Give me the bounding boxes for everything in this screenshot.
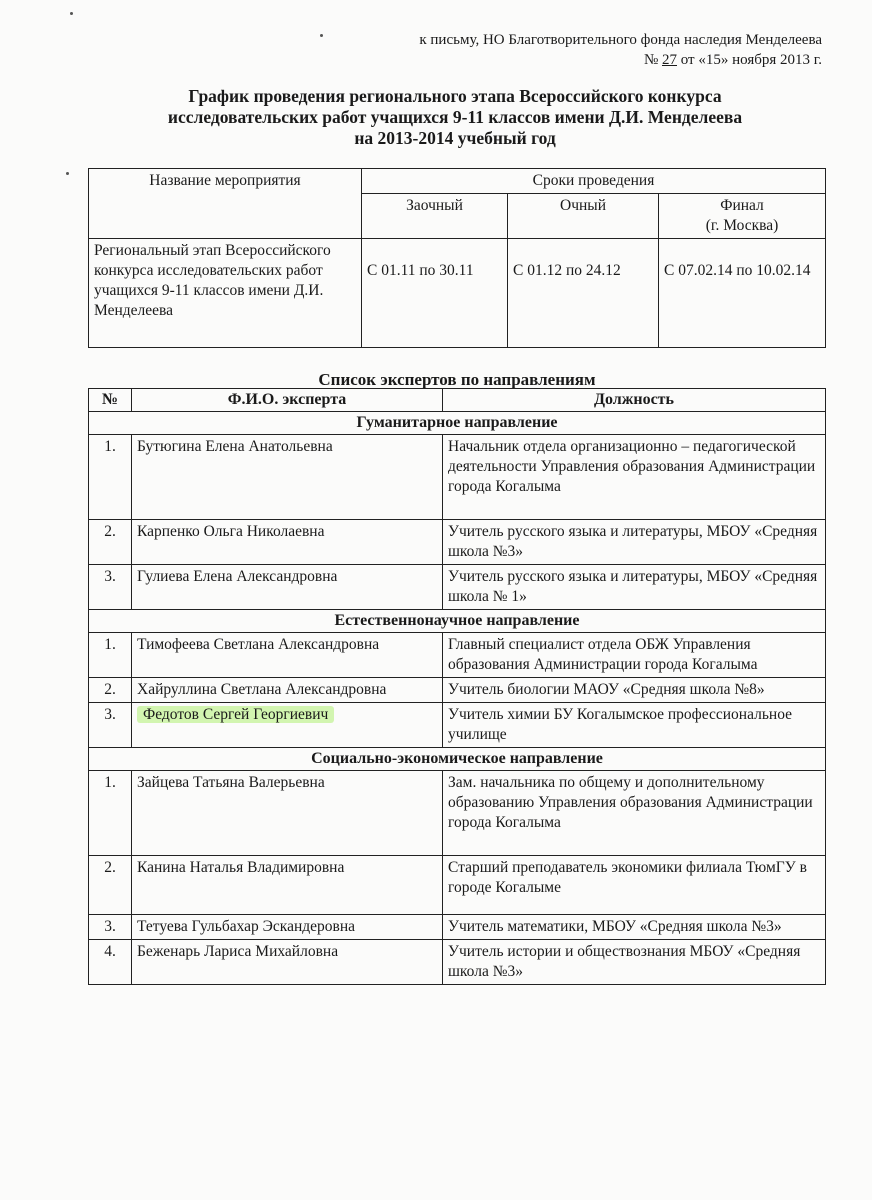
header-line-1: к письму, НО Благотворительного фонда наследия Менделеева (419, 32, 822, 48)
expert-name: Тимофеева Светлана Александровна (132, 633, 443, 678)
table-row (89, 678, 826, 703)
header-note (419, 30, 822, 70)
header-line-2 (419, 50, 822, 70)
schedule-col-event: Название мероприятия (89, 169, 362, 239)
schedule-correspondence-cell: С 01.11 по 30.11 (362, 239, 508, 348)
document-title (90, 86, 820, 149)
row-number: 1. (89, 435, 132, 520)
section-row (89, 748, 826, 771)
schedule-col-terms: Сроки проведения (362, 169, 826, 194)
table-row (89, 915, 826, 940)
table-row (89, 940, 826, 985)
expert-position: Учитель математики, МБОУ «Средняя школа №3» (443, 915, 826, 940)
row-number: 3. (89, 703, 132, 748)
experts-title: Список экспертов по направлениям (318, 370, 596, 389)
experts-col-position: Должность (443, 389, 826, 412)
expert-name: Хайруллина Светлана Александровна (132, 678, 443, 703)
expert-position: Зам. начальника по общему и дополнительному образованию Управления образования Администрации города Когалыма (443, 771, 826, 856)
letter-number-prefix: № (643, 52, 662, 68)
expert-position: Главный специалист отдела ОБЖ Управления образования Администрации города Когалыма (443, 633, 826, 678)
expert-position: Учитель русского языка и литературы, МБОУ «Средняя школа №3» (443, 520, 826, 565)
table-row (89, 435, 826, 520)
row-number: 2. (89, 856, 132, 915)
expert-name: Гулиева Елена Александровна (132, 565, 443, 610)
row-number: 3. (89, 915, 132, 940)
expert-name: Беженарь Лариса Михайловна (132, 940, 443, 985)
expert-position: Учитель истории и обществознания МБОУ «Средняя школа №3» (443, 940, 826, 985)
scan-speck (320, 34, 323, 37)
table-row (89, 565, 826, 610)
expert-name: Канина Наталья Владимировна (132, 856, 443, 915)
schedule-final-cell: С 07.02.14 по 10.02.14 (659, 239, 826, 348)
section-row (89, 610, 826, 633)
section-title: Естественнонаучное направление (89, 610, 826, 633)
section-title: Социально-экономическое направление (89, 748, 826, 771)
experts-header-row (89, 389, 826, 412)
schedule-col-fulltime: Очный (508, 194, 659, 239)
table-row (89, 771, 826, 856)
section-row (89, 412, 826, 435)
expert-position: Учитель биологии МАОУ «Средняя школа №8» (443, 678, 826, 703)
scan-speck (66, 172, 69, 175)
table-row (89, 520, 826, 565)
expert-name: Карпенко Ольга Николаевна (132, 520, 443, 565)
expert-name: Тетуева Гульбахар Эскандеровна (132, 915, 443, 940)
schedule-fulltime-cell: С 01.12 по 24.12 (508, 239, 659, 348)
expert-name: Бутюгина Елена Анатольевна (132, 435, 443, 520)
expert-position: Учитель русского языка и литературы, МБОУ «Средняя школа № 1» (443, 565, 826, 610)
final-label: Финал (720, 197, 764, 214)
scan-speck (70, 12, 73, 15)
letter-date: от «15» ноября 2013 г. (677, 52, 822, 68)
row-number: 4. (89, 940, 132, 985)
final-location: (г. Москва) (705, 217, 779, 234)
table-row (89, 856, 826, 915)
row-number: 2. (89, 520, 132, 565)
expert-position: Учитель химии БУ Когалымское профессиональное училище (443, 703, 826, 748)
row-number: 1. (89, 771, 132, 856)
title-line-3: на 2013-2014 учебный год (354, 128, 556, 148)
schedule-table (88, 168, 826, 348)
title-line-1: График проведения регионального этапа Всероссийского конкурса (188, 86, 722, 106)
schedule-col-correspondence: Заочный (362, 194, 508, 239)
experts-table (88, 388, 826, 985)
expert-name-cell (132, 703, 443, 748)
highlighted-expert-name: Федотов Сергей Георгиевич (137, 706, 334, 723)
row-number: 2. (89, 678, 132, 703)
expert-position: Начальник отдела организационно – педагогической деятельности Управления образования Администрации города Когалыма (443, 435, 826, 520)
expert-position: Старший преподаватель экономики филиала ТюмГУ в городе Когалыме (443, 856, 826, 915)
expert-name: Зайцева Татьяна Валерьевна (132, 771, 443, 856)
section-title: Гуманитарное направление (89, 412, 826, 435)
title-line-2: исследовательских работ учащихся 9-11 классов имени Д.И. Менделеева (167, 107, 743, 127)
table-row (89, 633, 826, 678)
row-number: 1. (89, 633, 132, 678)
letter-number: 27 (662, 52, 677, 68)
experts-col-no: № (89, 389, 132, 412)
experts-col-name: Ф.И.О. эксперта (132, 389, 443, 412)
row-number: 3. (89, 565, 132, 610)
schedule-event-cell: Региональный этап Всероссийского конкурса исследовательских работ учащихся 9-11 классов имени Д.И. Менделеева (89, 239, 362, 348)
schedule-col-final (659, 194, 826, 239)
table-row (89, 703, 826, 748)
